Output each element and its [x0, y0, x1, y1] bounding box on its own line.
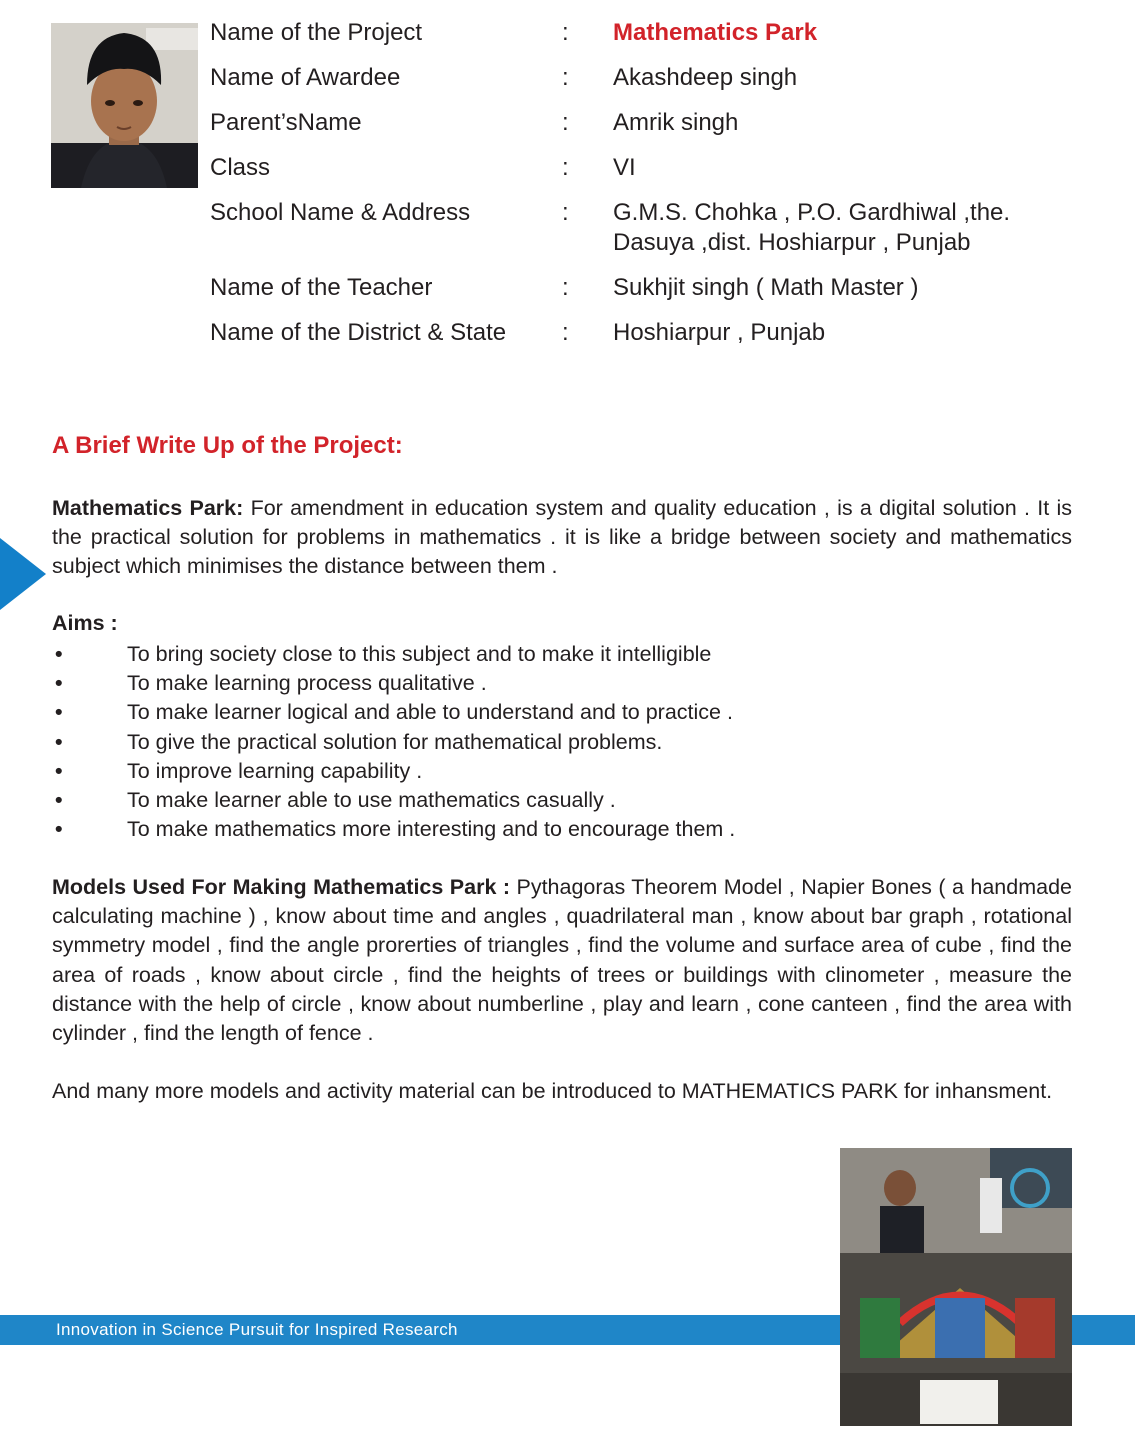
- models-paragraph: [52, 873, 1072, 1048]
- info-separator: :: [562, 199, 569, 226]
- closing-text: And many more models and activity material can be introduced to MATHEMATICS PARK for inhansment.: [52, 1079, 1053, 1103]
- info-separator: :: [562, 109, 569, 136]
- info-separator: :: [562, 64, 569, 91]
- aim-text: To make learner logical and able to understand and to practice .: [127, 700, 733, 725]
- awardee-photo: [51, 23, 198, 188]
- info-separator: :: [562, 319, 569, 346]
- project-name: Mathematics Park: [613, 19, 818, 46]
- bullet: •: [55, 817, 63, 842]
- list-item: [52, 640, 1052, 669]
- info-label: Parent’sName: [210, 109, 362, 136]
- bullet: •: [55, 729, 63, 754]
- bullet: •: [55, 671, 63, 696]
- list-item: [52, 815, 1052, 844]
- info-label: Name of the Teacher: [210, 274, 433, 301]
- info-value: [613, 198, 1083, 258]
- aims-list: [52, 640, 1052, 844]
- aim-text: To improve learning capability .: [127, 758, 423, 783]
- closing-paragraph: [52, 1077, 1072, 1106]
- school-address-line: G.M.S. Chohka , P.O. Gardhiwal ,the.: [613, 199, 1011, 226]
- school-address-line: Dasuya ,dist. Hoshiarpur , Punjab: [613, 229, 971, 256]
- bullet: •: [55, 642, 63, 666]
- intro-text: For amendment in education system and quality education , is a digital solution . It is the practical solution for problems in mathematics . it is like a bridge between society and mathematics subject which minimises the distance between them .: [52, 496, 1072, 579]
- info-value: Akashdeep singh: [613, 64, 798, 91]
- aim-text: To make learner able to use mathematics casually .: [127, 787, 616, 812]
- aims-title: Aims :: [52, 611, 118, 635]
- list-item: [52, 757, 1052, 786]
- models-lead: Models Used For Making Mathematics Park :: [52, 875, 511, 899]
- intro-lead: Mathematics Park:: [52, 496, 244, 520]
- info-label: School Name & Address: [210, 199, 471, 226]
- bullet: •: [55, 787, 63, 812]
- info-value: Sukhjit singh ( Math Master ): [613, 274, 919, 301]
- info-value: VI: [613, 154, 636, 181]
- list-item: [52, 698, 1052, 727]
- list-item: [52, 669, 1052, 698]
- aim-text: To give the practical solution for mathematical problems.: [127, 729, 663, 754]
- info-value: Hoshiarpur , Punjab: [613, 319, 826, 346]
- intro-paragraph: [52, 494, 1072, 582]
- list-item: [52, 728, 1052, 757]
- info-separator: :: [562, 154, 569, 181]
- info-separator: :: [562, 274, 569, 301]
- aim-text: To bring society close to this subject and to make it intelligible: [127, 642, 712, 666]
- info-separator: :: [562, 19, 569, 46]
- aim-text: To make learning process qualitative .: [127, 671, 487, 696]
- list-item: [52, 786, 1052, 815]
- info-label: Name of the District & State: [210, 319, 507, 346]
- mathematics-park-photo: [840, 1148, 1072, 1426]
- side-arrow-marker: [0, 538, 46, 610]
- models-text: Pythagoras Theorem Model , Napier Bones ( a handmade calculating machine ) , know about time and angles , quadrilateral man , know about bar graph , rotational symmetry model , find the angle prorerties of triangles , find the volume and surface area of cube , find the area of roads , know about circle , find the heights of trees or buildings with clinometer , measure the distance with the help of circle , know about numberline , play and learn , cone canteen , find the area with cylinder , find the length of fence .: [52, 875, 1072, 1046]
- section-title: A Brief Write Up of the Project:: [52, 432, 403, 459]
- bullet: •: [55, 700, 63, 725]
- footer-tagline: Innovation in Science Pursuit for Inspired Research: [56, 1320, 458, 1339]
- info-label: Name of the Project: [210, 19, 423, 46]
- bullet: •: [55, 758, 63, 783]
- info-value: Amrik singh: [613, 109, 739, 136]
- info-label: Name of Awardee: [210, 64, 401, 91]
- info-label: Class: [210, 154, 271, 181]
- aim-text: To make mathematics more interesting and to encourage them .: [127, 817, 736, 842]
